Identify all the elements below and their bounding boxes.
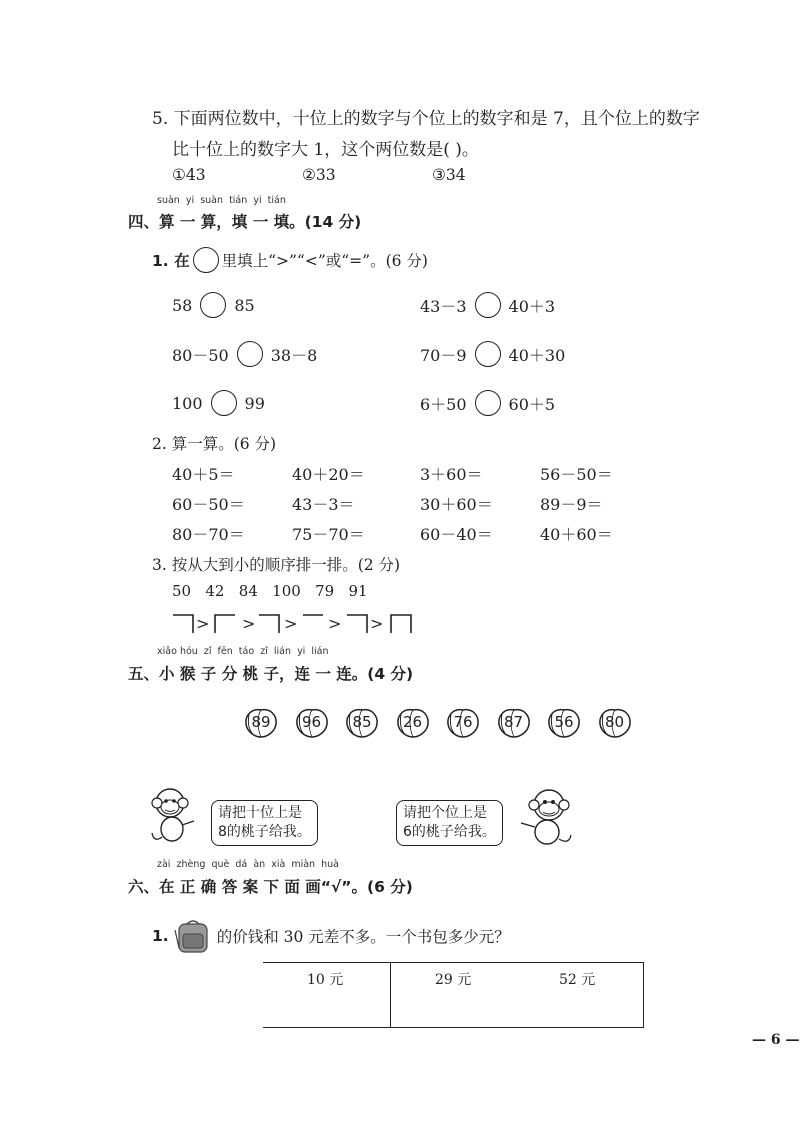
peach-number: 89 bbox=[251, 713, 271, 731]
sec4-title: 四、算 一 算，填 一 填。(14 分) bbox=[128, 213, 362, 231]
calc-cell: 89－9＝ bbox=[540, 495, 603, 514]
calc-cell: 40＋20＝ bbox=[292, 465, 365, 484]
peach[interactable] bbox=[597, 706, 633, 738]
gt-sign: > bbox=[196, 614, 210, 633]
price-option[interactable]: 10 元 bbox=[307, 972, 344, 988]
peach-number: 56 bbox=[554, 713, 574, 731]
price-option[interactable]: 52 元 bbox=[559, 972, 596, 988]
peach-number: 87 bbox=[503, 713, 524, 731]
calc-cell: 40＋5＝ bbox=[172, 465, 235, 484]
compare-item: 58 85 bbox=[172, 292, 255, 318]
sec4-q2: 2. 算一算。(6 分) bbox=[152, 435, 277, 453]
calc-cell: 3＋60＝ bbox=[420, 465, 483, 484]
sec4-pinyin: suàn yi suàn tián yi tián bbox=[157, 195, 286, 206]
page-number: — 6 — bbox=[752, 1032, 800, 1048]
monkey-right-icon bbox=[515, 785, 575, 847]
q5-option-3: ③34 bbox=[432, 166, 466, 184]
peach[interactable] bbox=[445, 706, 481, 738]
answer-slot[interactable] bbox=[390, 614, 412, 634]
compare-item: 6＋50 60＋5 bbox=[420, 390, 555, 416]
sec4-q3: 3. 按从大到小的顺序排一排。(2 分) bbox=[152, 556, 401, 574]
peach-number: 76 bbox=[453, 713, 473, 731]
calc-cell: 30＋60＝ bbox=[420, 495, 493, 514]
answer-circle-icon bbox=[193, 247, 219, 273]
q5-option-2: ②33 bbox=[302, 166, 336, 184]
gt-sign: > bbox=[328, 614, 342, 633]
answer-slot[interactable] bbox=[302, 614, 324, 634]
compare-item: 100 99 bbox=[172, 390, 265, 416]
calc-cell: 56－50＝ bbox=[540, 465, 613, 484]
calc-cell: 43－3＝ bbox=[292, 495, 355, 514]
monkey-left-icon bbox=[150, 785, 204, 845]
calc-cell: 40＋60＝ bbox=[540, 525, 613, 544]
compare-item: 70－9 40＋30 bbox=[420, 341, 565, 367]
compare-circle[interactable] bbox=[475, 390, 501, 416]
table-divider bbox=[390, 963, 391, 1027]
q5-line2: 比十位上的数字大 1，这个两位数是( )。 bbox=[172, 140, 479, 160]
sec6-pinyin: zài zhèng què dá àn xià miàn huà bbox=[157, 859, 340, 870]
numbers-to-sort: 50 42 84 100 79 91 bbox=[172, 582, 368, 600]
peach-number: 26 bbox=[402, 713, 423, 731]
compare-circle[interactable] bbox=[237, 341, 263, 367]
peach-number: 80 bbox=[604, 713, 625, 731]
compare-item: 80－50 38－8 bbox=[172, 341, 317, 367]
sec6-title: 六、在 正 确 答 案 下 面 画“√”。(6 分) bbox=[128, 878, 413, 896]
speech-bubble-left: 请把十位上是 8的桃子给我。 bbox=[211, 800, 318, 846]
q5-line1: 5. 下面两位数中，十位上的数字与个位上的数字和是 7，且个位上的数字 bbox=[152, 109, 700, 129]
q5-option-1: ①43 bbox=[172, 166, 206, 184]
compare-circle[interactable] bbox=[475, 292, 501, 318]
peach[interactable] bbox=[243, 706, 279, 738]
calc-cell: 75－70＝ bbox=[292, 525, 365, 544]
peach[interactable] bbox=[395, 706, 431, 738]
answer-slot[interactable] bbox=[258, 614, 280, 634]
sec5-pinyin: xiǎo hóu zǐ fēn táo zǐ lián yi lián bbox=[157, 646, 329, 657]
sec6-q1: 1. 的价钱和 30 元差不多。一个书包多少元？ bbox=[152, 918, 510, 954]
gt-sign: > bbox=[370, 614, 384, 633]
gt-sign: > bbox=[284, 614, 298, 633]
peach[interactable] bbox=[344, 706, 380, 738]
speech-bubble-right: 请把个位上是 6的桃子给我。 bbox=[396, 800, 503, 846]
peach-number: 85 bbox=[352, 713, 372, 731]
peach-number: 96 bbox=[301, 713, 322, 731]
gt-sign: > bbox=[242, 614, 256, 633]
peach[interactable] bbox=[496, 706, 532, 738]
compare-circle[interactable] bbox=[475, 341, 501, 367]
compare-circle[interactable] bbox=[211, 390, 237, 416]
sec5-title: 五、小 猴 子 分 桃 子，连 一 连。(4 分) bbox=[128, 665, 414, 683]
calc-cell: 80－70＝ bbox=[172, 525, 245, 544]
peach[interactable] bbox=[546, 706, 582, 738]
price-table bbox=[263, 962, 644, 1028]
price-option[interactable]: 29 元 bbox=[435, 972, 472, 988]
calc-cell: 60－40＝ bbox=[420, 525, 493, 544]
answer-slot[interactable] bbox=[346, 614, 368, 634]
compare-circle[interactable] bbox=[200, 292, 226, 318]
calc-cell: 60－50＝ bbox=[172, 495, 245, 514]
answer-slot[interactable] bbox=[172, 614, 194, 634]
answer-slot[interactable] bbox=[214, 614, 236, 634]
peach[interactable] bbox=[294, 706, 330, 738]
backpack-icon bbox=[173, 918, 213, 954]
compare-item: 43－3 40＋3 bbox=[420, 292, 555, 318]
sec4-q1: 1. 在 里填上“>”“<”或“=”。(6 分) bbox=[152, 247, 428, 273]
